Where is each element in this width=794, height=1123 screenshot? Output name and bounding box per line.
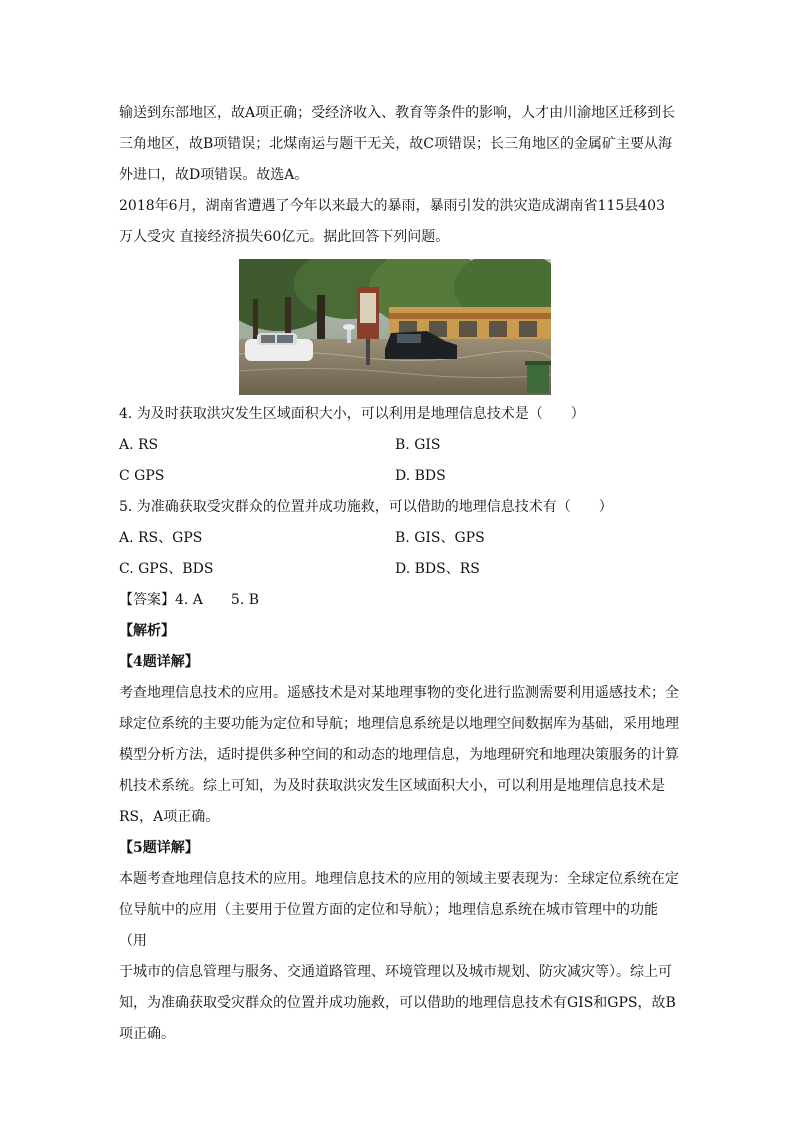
answer-line: 【答案】4. A 5. B [119, 592, 260, 608]
question-5-detail-line: 于城市的信息管理与服务、交通道路管理、环境管理以及城市规划、防灾减灾等）。综上可 [119, 964, 672, 980]
question-4-detail-label: 【4题详解】 [119, 654, 199, 670]
paragraph-line: 外进口，故D项错误。故选A。 [119, 167, 309, 183]
question-4-stem: 4. 为及时获取洪灾发生区域面积大小，可以利用是地理信息技术是（ ） [119, 406, 585, 422]
option-c: C. GPS、BDS [119, 561, 214, 577]
question-5-options-row-2 [119, 554, 679, 585]
paragraph-line: 输送到东部地区，故A项正确；受经济收入、教育等条件的影响，人才由川渝地区迁移到长 [119, 105, 676, 121]
option-a: A. RS、GPS [119, 530, 203, 546]
question-4-options-row-2 [119, 461, 679, 492]
option-b: B. GIS [395, 437, 441, 453]
option-c: C GPS [119, 468, 165, 484]
question-4-options-row-1 [119, 430, 679, 461]
question-4-detail-line: 模型分析方法，适时提供多种空间的和动态的地理信息，为地理研究和地理决策服务的计算 [119, 747, 679, 763]
question-4-detail-line: 机技术系统。综上可知，为及时获取洪灾发生区域面积大小，可以利用是地理信息技术是 [119, 778, 665, 794]
question-5-options-row-1 [119, 523, 679, 554]
flood-photo-container [119, 259, 679, 395]
paragraph-line: 2018年6月，湖南省遭遇了今年以来最大的暴雨，暴雨引发的洪灾造成湖南省115县403 [119, 198, 665, 214]
paragraph-line: 万人受灾 直接经济损失60亿元。据此回答下列问题。 [119, 229, 450, 245]
question-5-detail-line: 项正确。 [119, 1026, 175, 1042]
question-4-detail-line: 考查地理信息技术的应用。遥感技术是对某地理事物的变化进行监测需要利用遥感技术；全 [119, 685, 679, 701]
option-a: A. RS [119, 437, 159, 453]
option-b: B. GIS、GPS [395, 530, 485, 546]
analysis-label: 【解析】 [119, 623, 175, 639]
flood-scene-illustration [239, 259, 551, 395]
question-5-detail-line: 知，为准确获取受灾群众的位置并成功施救，可以借助的地理信息技术有GIS和GPS，故B [119, 995, 676, 1011]
paragraph-line: 三角地区，故B项错误；北煤南运与题干无关，故C项错误；长三角地区的金属矿主要从海 [119, 136, 672, 152]
question-5-detail-label: 【5题详解】 [119, 840, 199, 856]
question-5-stem: 5. 为准确获取受灾群众的位置并成功施救，可以借助的地理信息技术有（ ） [119, 499, 613, 515]
document-page [119, 98, 679, 1050]
question-4-detail-line: 球定位系统的主要功能为定位和导航；地理信息系统是以地理空间数据库为基础，采用地理 [119, 716, 679, 732]
option-d: D. BDS [395, 468, 446, 484]
question-4-detail-line: RS，A项正确。 [119, 809, 220, 825]
question-5-detail-line: 位导航中的应用（主要用于位置方面的定位和导航）；地理信息系统在城市管理中的功能（用 [119, 902, 658, 949]
question-5-detail-line: 本题考查地理信息技术的应用。地理信息技术的应用的领域主要表现为：全球定位系统在定 [119, 871, 679, 887]
option-d: D. BDS、RS [395, 561, 480, 577]
flood-street-photo [239, 259, 551, 395]
